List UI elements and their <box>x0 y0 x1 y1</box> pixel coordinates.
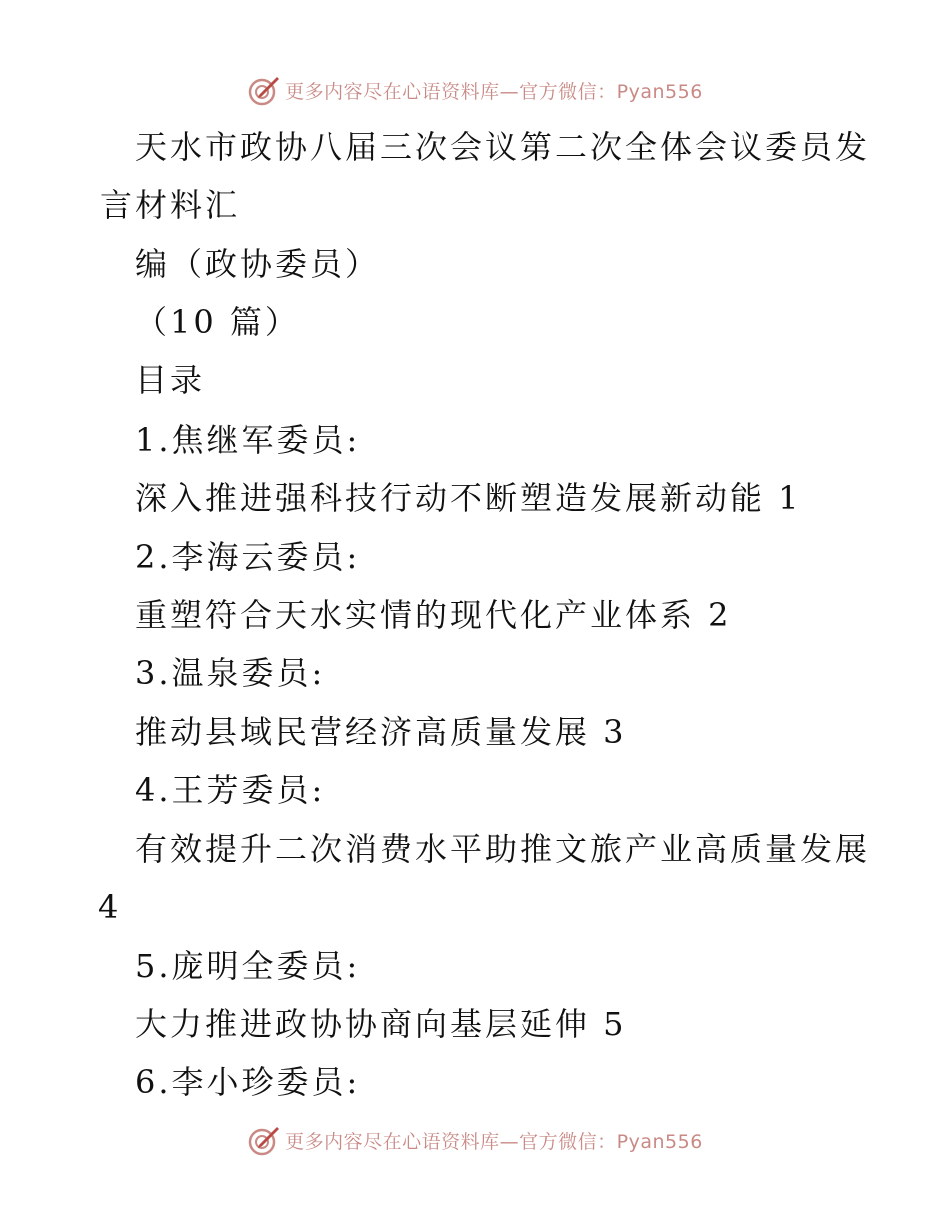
watermark-footer <box>0 1120 950 1160</box>
pen-logo-icon <box>247 1123 281 1157</box>
toc-item-6-speaker: 6.李小珍委员: <box>135 1063 361 1101</box>
toc-item-2-topic: 重塑符合天水实情的现代化产业体系 2 <box>135 596 732 634</box>
watermark-text: 更多内容尽在心语资料库—官方微信：Pyan556 <box>285 1130 703 1153</box>
toc-item-4-page: 4 <box>98 888 122 926</box>
document-title-line-2: 言材料汇 <box>100 186 241 224</box>
toc-item-4-speaker: 4.王芳委员: <box>135 771 326 809</box>
toc-item-2-speaker: 2.李海云委员: <box>135 538 361 576</box>
document-title-line-1: 天水市政协八届三次会议第二次全体会议委员发 <box>135 128 871 166</box>
watermark-header <box>0 70 950 110</box>
toc-heading: 目录 <box>135 361 206 399</box>
document-count: （10 篇） <box>135 303 300 341</box>
pen-logo-icon <box>247 73 281 107</box>
toc-item-5-topic: 大力推进政协协商向基层延伸 5 <box>135 1005 627 1043</box>
toc-item-5-speaker: 5.庞明全委员: <box>135 947 361 985</box>
toc-item-3-speaker: 3.温泉委员: <box>135 654 326 692</box>
toc-item-1-topic: 深入推进强科技行动不断塑造发展新动能 1 <box>135 479 802 517</box>
watermark-text: 更多内容尽在心语资料库—官方微信：Pyan556 <box>285 80 703 103</box>
toc-item-3-topic: 推动县域民营经济高质量发展 3 <box>135 713 627 751</box>
toc-item-4-topic: 有效提升二次消费水平助推文旅产业高质量发展 <box>135 830 871 868</box>
toc-item-1-speaker: 1.焦继军委员: <box>135 421 361 459</box>
document-title-line-3: 编（政协委员） <box>135 245 381 283</box>
